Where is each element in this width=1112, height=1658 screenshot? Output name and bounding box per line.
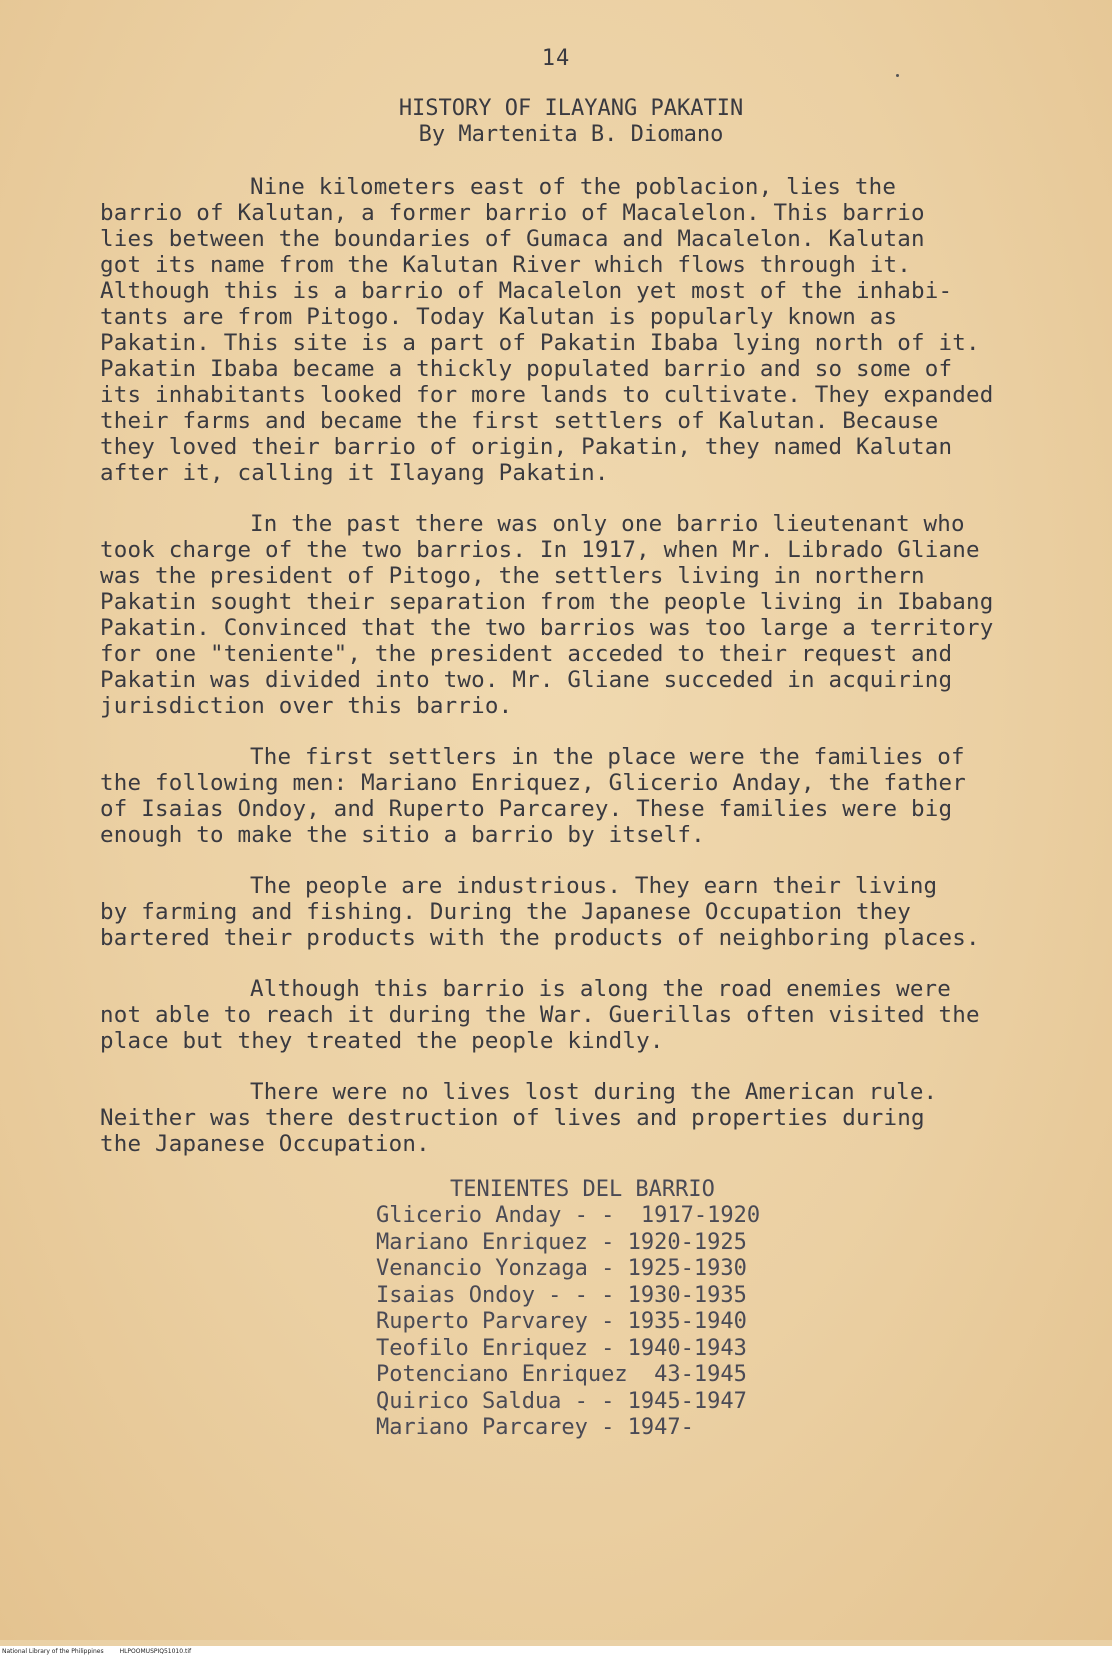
- text-line: Pakatin. This site is a part of Pakatin Ibaba lying north of it.: [100, 330, 980, 356]
- paragraph: [100, 174, 1090, 486]
- teniente-row: Isaias Ondoy - - - 1930-1935: [376, 1282, 747, 1308]
- text-line: got its name from the Kalutan River which flows through it.: [100, 252, 912, 278]
- text-line: the Japanese Occupation.: [100, 1131, 430, 1157]
- text-line: was the president of Pitogo, the settlers living in northern: [100, 563, 925, 589]
- ink-speck: [896, 74, 899, 77]
- teniente-row: Glicerio Anday - - 1917-1920: [376, 1203, 761, 1228]
- text-line: of Isaias Ondoy, and Ruperto Parcarey. These families were big: [100, 796, 953, 822]
- title-block: [0, 96, 1112, 148]
- paragraph: [100, 1079, 1090, 1157]
- teniente-row: Potenciano Enriquez 43-1945: [376, 1362, 747, 1387]
- paragraph: [100, 511, 1090, 719]
- text-line: lies between the boundaries of Gumaca and Macalelon. Kalutan: [100, 226, 925, 252]
- text-line: jurisdiction over this barrio.: [100, 693, 513, 719]
- text-line: The first settlers in the place were the families of: [250, 744, 965, 770]
- tenientes-list: [376, 1177, 760, 1442]
- text-line: they loved their barrio of origin, Pakatin, they named Kalutan: [100, 434, 953, 460]
- text-line: Nine kilometers east of the poblacion, lies the: [250, 174, 897, 200]
- document-body: [100, 174, 1090, 1182]
- text-line: Pakatin Ibaba became a thickly populated barrio and so some of: [100, 356, 953, 382]
- teniente-row: Quirico Saldua - - 1945-1947: [376, 1388, 747, 1414]
- teniente-row: Teofilo Enriquez - 1940-1943: [376, 1335, 747, 1361]
- teniente-row: Mariano Enriquez - 1920-1925: [376, 1229, 747, 1255]
- text-line: after it, calling it Ilayang Pakatin.: [100, 460, 609, 486]
- text-line: Pakatin sought their separation from the people living in Ibabang: [100, 589, 994, 615]
- text-line: In the past there was only one barrio lieutenant who: [250, 511, 965, 537]
- text-line: tants are from Pitogo. Today Kalutan is popularly known as: [100, 304, 898, 330]
- page-number: 14: [541, 46, 571, 71]
- text-line: barrio of Kalutan, a former barrio of Macalelon. This barrio: [100, 200, 925, 226]
- text-line: There were no lives lost during the American rule.: [250, 1079, 938, 1105]
- text-line: Pakatin. Convinced that the two barrios was too large a territory: [100, 615, 994, 641]
- text-line: Pakatin was divided into two. Mr. Gliane succeded in acquiring: [100, 667, 953, 693]
- text-line: their farms and became the first settlers of Kalutan. Because: [100, 408, 939, 434]
- footer-filename: HLPOOMUSPIQ51010.tif: [119, 1648, 192, 1655]
- text-line: Although this is a barrio of Macalelon yet most of the inhabi-: [100, 278, 953, 304]
- author-line: By Martenita B. Diomano: [418, 122, 724, 147]
- document-title: HISTORY OF ILAYANG PAKATIN: [398, 96, 744, 121]
- tenientes-heading: TENIENTES DEL BARRIO: [450, 1177, 715, 1202]
- text-line: Neither was there destruction of lives and properties during: [100, 1105, 925, 1131]
- text-line: enough to make the sitio a barrio by itself.: [100, 822, 705, 848]
- paragraph: [100, 873, 1090, 951]
- text-line: bartered their products with the products of neighboring places.: [100, 925, 980, 951]
- teniente-row: Ruperto Parvarey - 1935-1940: [376, 1309, 747, 1334]
- text-line: for one "teniente", the president acceded to their request and: [100, 641, 953, 667]
- teniente-row: Venancio Yonzaga - 1925-1930: [376, 1256, 747, 1281]
- text-line: not able to reach it during the War. Guerillas often visited the: [100, 1002, 980, 1028]
- paragraph: [100, 976, 1090, 1054]
- scan-footer: [0, 1646, 1112, 1658]
- text-line: the following men: Mariano Enriquez, Glicerio Anday, the father: [100, 770, 967, 796]
- teniente-row: Mariano Parcarey - 1947-: [376, 1415, 694, 1440]
- text-line: by farming and fishing. During the Japanese Occupation they: [100, 899, 912, 925]
- text-line: The people are industrious. They earn their living: [250, 873, 938, 899]
- paragraph: [100, 744, 1090, 848]
- text-line: took charge of the two barrios. In 1917, when Mr. Librado Gliane: [100, 537, 980, 563]
- text-line: Although this barrio is along the road enemies were: [250, 976, 952, 1002]
- text-line: place but they treated the people kindly.: [100, 1028, 664, 1054]
- text-line: its inhabitants looked for more lands to cultivate. They expanded: [100, 382, 994, 408]
- footer-source: National Library of the Philippines: [2, 1648, 104, 1655]
